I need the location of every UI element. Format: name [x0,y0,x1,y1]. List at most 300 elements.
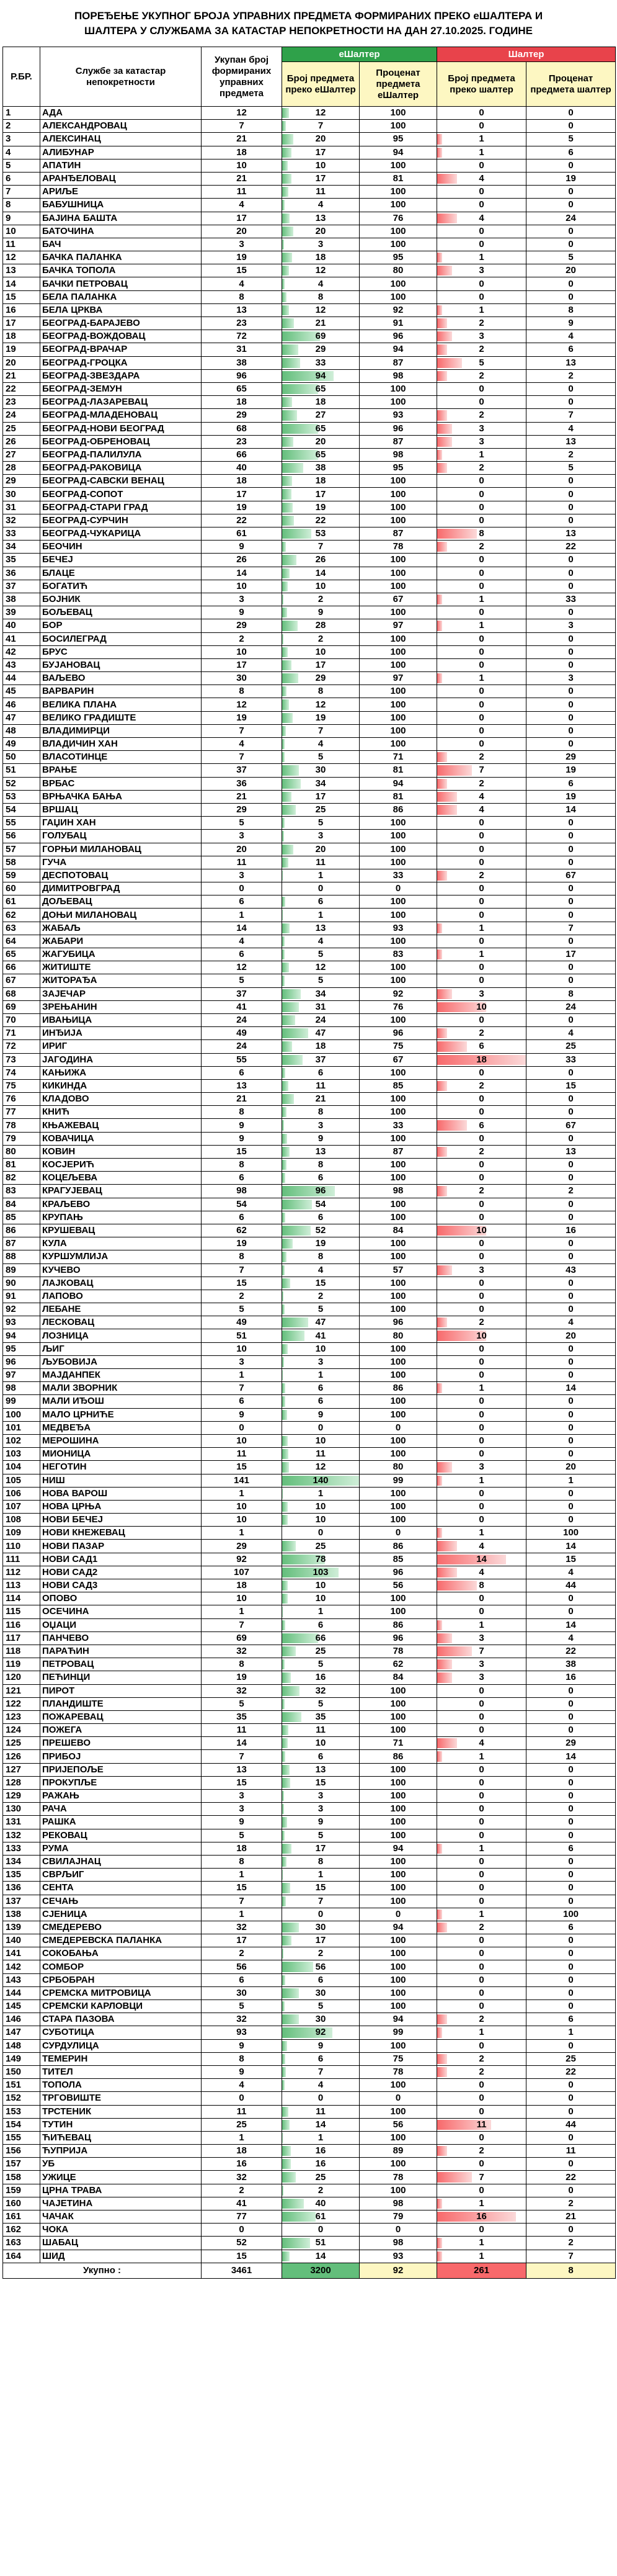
eshalter-data-bar [282,200,285,210]
row-s-count [437,1986,526,1999]
row-e-count [282,724,360,737]
cell-value: 9 [317,1133,324,1144]
cell-value: 0 [479,2093,484,2104]
row-total: 10 [202,580,282,593]
cell-value: 9 [317,1816,324,1828]
office-name: НОВИ ПАЗАР [40,1540,202,1553]
row-e-count [282,830,360,843]
row-number: 15 [3,290,40,303]
row-e-pct: 100 [360,1066,437,1079]
header-s-pct: Проценат предмета шалтер [526,62,616,107]
cell-value: 7 [317,725,324,736]
cell-value: 94 [315,370,326,381]
cell-value: 8 [317,1856,324,1867]
row-s-pct: 0 [526,882,616,895]
eshalter-data-bar [282,1817,287,1827]
eshalter-data-bar [282,1936,291,1945]
cell-value: 1 [317,2132,324,2143]
eshalter-data-bar [282,476,292,486]
row-total: 4 [202,738,282,751]
row-e-count [282,199,360,212]
office-name: КЊАЖЕВАЦ [40,1119,202,1132]
cell-value: 4 [317,199,324,210]
row-e-pct: 100 [360,685,437,698]
row-e-pct: 95 [360,462,437,475]
row-s-count [437,961,526,974]
row-total: 17 [202,1934,282,1947]
row-s-count [437,672,526,685]
row-s-pct: 0 [526,1855,616,1868]
cell-value: 0 [479,738,484,750]
row-total: 9 [202,1408,282,1421]
row-number: 149 [3,2052,40,2065]
row-s-pct: 13 [526,527,616,541]
row-e-pct: 99 [360,2026,437,2039]
row-s-pct: 0 [526,396,616,409]
row-e-pct: 100 [360,1724,437,1737]
row-e-count [282,2052,360,2065]
table-row [3,698,616,711]
row-s-count [437,1947,526,1960]
row-s-count [437,146,526,159]
row-s-pct: 44 [526,2118,616,2131]
eshalter-data-bar [282,1791,284,1801]
row-s-count [437,1960,526,1973]
cell-value: 0 [479,1869,484,1880]
row-e-count [282,1540,360,1553]
row-number: 91 [3,1290,40,1303]
office-name: БЕЛА ПАЛАНКА [40,290,202,303]
row-number: 49 [3,738,40,751]
table-row [3,685,616,698]
row-e-pct: 75 [360,2052,437,2065]
eshalter-data-bar [282,1672,291,1682]
cell-value: 0 [479,1829,484,1841]
row-total: 51 [202,1329,282,1342]
row-e-count [282,251,360,264]
table-row [3,303,616,316]
row-s-pct: 0 [526,1342,616,1355]
cell-value: 0 [479,1251,484,1262]
table-row [3,593,616,606]
row-e-pct: 87 [360,527,437,541]
row-e-count [282,1027,360,1040]
row-number: 36 [3,567,40,580]
row-e-pct: 100 [360,606,437,619]
office-name: АЛЕКСИНАЦ [40,133,202,146]
row-e-count [282,711,360,724]
cell-value: 0 [479,554,484,565]
row-s-pct: 0 [526,1159,616,1172]
eshalter-data-bar [282,1541,296,1551]
eshalter-data-bar [282,1291,283,1301]
eshalter-data-bar [282,2238,310,2248]
table-row [3,1132,616,1145]
eshalter-data-bar [282,358,300,368]
row-s-count [437,1408,526,1421]
cell-value: 0 [479,1435,484,1447]
row-s-pct: 0 [526,711,616,724]
cell-value: 2 [479,778,484,789]
row-s-count [437,1829,526,1842]
office-name: КУЛА [40,1237,202,1250]
cell-value: 3 [479,331,484,342]
row-e-pct: 100 [360,1803,437,1816]
row-e-pct: 100 [360,961,437,974]
cell-value: 0 [479,1290,484,1301]
eshalter-data-bar [282,581,288,591]
row-total: 3 [202,869,282,882]
row-s-pct: 0 [526,554,616,567]
row-number: 141 [3,1947,40,1960]
row-number: 123 [3,1710,40,1723]
cell-value: 38 [315,462,326,473]
row-e-pct: 100 [360,1697,437,1710]
row-s-count [437,580,526,593]
cell-value: 0 [479,1396,484,1407]
table-row [3,1750,616,1763]
row-s-count [437,2013,526,2026]
row-number: 18 [3,330,40,343]
row-e-count [282,369,360,382]
row-e-count [282,1237,360,1250]
row-number: 48 [3,724,40,737]
row-e-count [282,738,360,751]
cell-value: 0 [479,2080,484,2091]
cell-value: 16 [315,2145,326,2156]
row-total: 17 [202,488,282,501]
row-e-pct: 100 [360,199,437,212]
row-e-pct: 100 [360,1277,437,1290]
row-total: 1 [202,909,282,922]
cell-value: 14 [476,1553,487,1564]
row-number: 62 [3,909,40,922]
table-row [3,2065,616,2078]
row-e-count [282,2145,360,2158]
eshalter-data-bar [282,1725,288,1735]
row-e-pct: 94 [360,777,437,790]
office-name: ПРИБОЈ [40,1750,202,1763]
table-row [3,1631,616,1645]
row-s-pct: 0 [526,1290,616,1303]
row-total: 55 [202,1053,282,1066]
cell-value: 65 [315,384,326,395]
cell-value: 6 [317,1751,324,1762]
row-s-count [437,1198,526,1211]
row-e-count [282,2039,360,2052]
cell-value: 25 [315,2171,326,2183]
row-total: 10 [202,1434,282,1447]
row-s-count [437,1934,526,1947]
row-e-count [282,2013,360,2026]
row-e-count [282,2131,360,2144]
row-s-pct: 0 [526,1237,616,1250]
row-total: 15 [202,1461,282,1474]
row-number: 106 [3,1487,40,1500]
row-total: 19 [202,1237,282,1250]
eshalter-data-bar [282,792,291,802]
cell-value: 0 [317,2224,324,2235]
eshalter-data-bar [282,318,294,328]
shalter-data-bar [437,1672,452,1682]
row-e-count [282,2079,360,2092]
row-total: 7 [202,120,282,133]
eshalter-data-bar [282,1186,335,1196]
eshalter-data-bar [282,279,285,289]
row-e-count [282,435,360,448]
row-total: 15 [202,1277,282,1290]
row-s-pct: 11 [526,2145,616,2158]
row-s-count [437,1461,526,1474]
office-name: СМЕДЕРЕВО [40,1921,202,1934]
cell-value: 10 [315,1514,326,1525]
row-s-count [437,1421,526,1434]
row-s-count [437,1658,526,1671]
totals-total: 3461 [202,2263,282,2278]
row-e-pct: 100 [360,1882,437,1895]
row-e-pct: 96 [360,1631,437,1645]
eshalter-data-bar [282,1094,294,1104]
row-total: 49 [202,1027,282,1040]
row-number: 135 [3,1869,40,1882]
table-row [3,1790,616,1803]
row-e-count [282,974,360,987]
row-s-count [437,2184,526,2197]
cell-value: 7 [317,120,324,132]
office-name: РЕКОВАЦ [40,1829,202,1842]
eshalter-data-bar [282,1949,283,1959]
cell-value: 0 [479,199,484,210]
row-s-count [437,422,526,435]
row-e-pct: 78 [360,541,437,554]
row-e-count [282,764,360,777]
row-e-count [282,264,360,277]
cell-value: 15 [315,1882,326,1893]
row-number: 29 [3,475,40,488]
shalter-data-bar [437,344,447,354]
row-s-pct: 0 [526,1973,616,1986]
cell-value: 8 [479,1580,484,1591]
office-name: СОКОБАЊА [40,1947,202,1960]
eshalter-data-bar [282,2172,296,2182]
cell-value: 14 [315,2119,326,2130]
office-name: БЕОГРАД-ВОЖДОВАЦ [40,330,202,343]
row-s-pct: 29 [526,1737,616,1750]
office-name: ВРАЊЕ [40,764,202,777]
row-total: 18 [202,1842,282,1855]
eshalter-data-bar [282,2120,290,2130]
cell-value: 40 [315,2197,326,2209]
row-total: 15 [202,1145,282,1158]
row-number: 33 [3,527,40,541]
row-s-pct: 14 [526,1540,616,1553]
cell-value: 6 [317,1974,324,1985]
cell-value: 0 [479,1172,484,1183]
office-name: КРАГУЈЕВАЦ [40,1185,202,1198]
row-total: 19 [202,251,282,264]
row-s-count [437,1645,526,1658]
row-total: 24 [202,1040,282,1053]
eshalter-data-bar [282,831,284,841]
eshalter-data-bar [282,739,285,749]
cell-value: 4 [479,1540,484,1551]
eshalter-data-bar [282,305,289,315]
eshalter-data-bar [282,1344,288,1354]
cell-value: 9 [317,2040,324,2051]
row-s-count [437,1263,526,1277]
office-name: ЉИГ [40,1342,202,1355]
shalter-data-bar [437,542,447,552]
row-total: 2 [202,2184,282,2197]
eshalter-data-bar [282,1738,288,1748]
row-s-pct: 0 [526,2039,616,2052]
table-row [3,159,616,172]
shalter-data-bar [437,871,447,881]
table-row [3,1803,616,1816]
row-s-pct: 0 [526,107,616,120]
cell-value: 0 [479,725,484,736]
row-s-count [437,606,526,619]
office-name: ЋИЋЕВАЦ [40,2131,202,2144]
row-s-count [437,869,526,882]
row-s-count [437,1684,526,1697]
office-name: КОВАЧИЦА [40,1132,202,1145]
row-s-pct: 0 [526,632,616,645]
table-row [3,711,616,724]
eshalter-data-bar [282,765,299,775]
cell-value: 25 [315,1540,326,1551]
cell-value: 0 [479,975,484,986]
row-total: 19 [202,1671,282,1684]
shalter-data-bar [437,1120,467,1130]
eshalter-data-bar [282,936,285,946]
row-e-count [282,1842,360,1855]
row-e-pct: 100 [360,1592,437,1605]
row-s-pct: 0 [526,909,616,922]
shalter-data-bar [437,1317,447,1327]
row-e-count [282,475,360,488]
cell-value: 15 [315,1277,326,1288]
row-number: 68 [3,987,40,1000]
cell-value: 0 [479,1606,484,1617]
row-number: 34 [3,541,40,554]
row-s-count [437,448,526,461]
row-e-pct: 71 [360,751,437,764]
row-s-count [437,803,526,816]
row-e-count [282,1724,360,1737]
office-name: ПЕТРОВАЦ [40,1658,202,1671]
cell-value: 30 [315,1987,326,1998]
row-number: 132 [3,1829,40,1842]
cell-value: 1 [479,922,484,933]
row-s-count [437,1290,526,1303]
row-s-pct: 0 [526,2000,616,2013]
cell-value: 0 [479,384,484,395]
row-number: 43 [3,658,40,671]
cell-value: 4 [479,173,484,184]
office-name: ЋУПРИЈА [40,2145,202,2158]
table-row [3,1093,616,1106]
cell-value: 10 [315,646,326,657]
cell-value: 78 [315,1553,326,1564]
table-row [3,1697,616,1710]
table-row [3,658,616,671]
row-s-count [437,462,526,475]
row-s-count [437,1355,526,1368]
row-s-count [437,1303,526,1316]
row-total: 20 [202,843,282,856]
row-number: 81 [3,1159,40,1172]
row-s-pct: 22 [526,2171,616,2184]
row-s-count [437,2158,526,2171]
cell-value: 5 [317,817,324,828]
row-s-count [437,1921,526,1934]
cell-value: 17 [315,1935,326,1946]
row-s-count [437,1395,526,1408]
eshalter-data-bar [282,161,288,171]
cell-value: 0 [479,1935,484,1946]
cell-value: 2 [317,2184,324,2196]
cell-value: 10 [315,1501,326,1512]
table-row [3,724,616,737]
row-s-count [437,1908,526,1921]
office-name: БЕОГРАД-ЛАЗАРЕВАЦ [40,396,202,409]
cell-value: 54 [315,1198,326,1209]
cell-value: 0 [479,1409,484,1420]
row-s-pct: 2 [526,448,616,461]
row-e-count [282,2118,360,2131]
cell-value: 0 [479,1895,484,1906]
row-e-pct: 100 [360,2000,437,2013]
row-e-count [282,658,360,671]
eshalter-data-bar [282,1831,285,1841]
row-number: 121 [3,1684,40,1697]
eshalter-data-bar [282,989,301,999]
table-row [3,1947,616,1960]
row-s-count [437,987,526,1000]
row-number: 14 [3,277,40,290]
eshalter-data-bar [282,2199,304,2209]
row-total: 6 [202,1211,282,1224]
row-s-count [437,2171,526,2184]
row-s-count [437,382,526,395]
row-e-count [282,2105,360,2118]
row-e-count [282,987,360,1000]
table-row [3,1592,616,1605]
eshalter-data-bar [282,292,286,302]
row-e-pct: 95 [360,133,437,146]
shalter-data-bar [437,305,442,315]
office-name: НОВИ САД1 [40,1553,202,1566]
row-total: 7 [202,751,282,764]
shalter-data-bar [437,213,457,223]
row-s-count [437,120,526,133]
office-name: СЕНТА [40,1882,202,1895]
table-row [3,645,616,658]
office-name: АЛЕКСАНДРОВАЦ [40,120,202,133]
row-total: 32 [202,2171,282,2184]
row-s-pct: 0 [526,2158,616,2171]
office-name: МАЛИ ИЂОШ [40,1395,202,1408]
table-row [3,1816,616,1829]
row-total: 13 [202,303,282,316]
shalter-data-bar [437,358,462,368]
table-row [3,541,616,554]
row-e-count [282,303,360,316]
row-s-pct: 0 [526,2184,616,2197]
row-e-pct: 100 [360,1514,437,1527]
office-name: БЕОГРАД-ЗВЕЗДАРА [40,369,202,382]
